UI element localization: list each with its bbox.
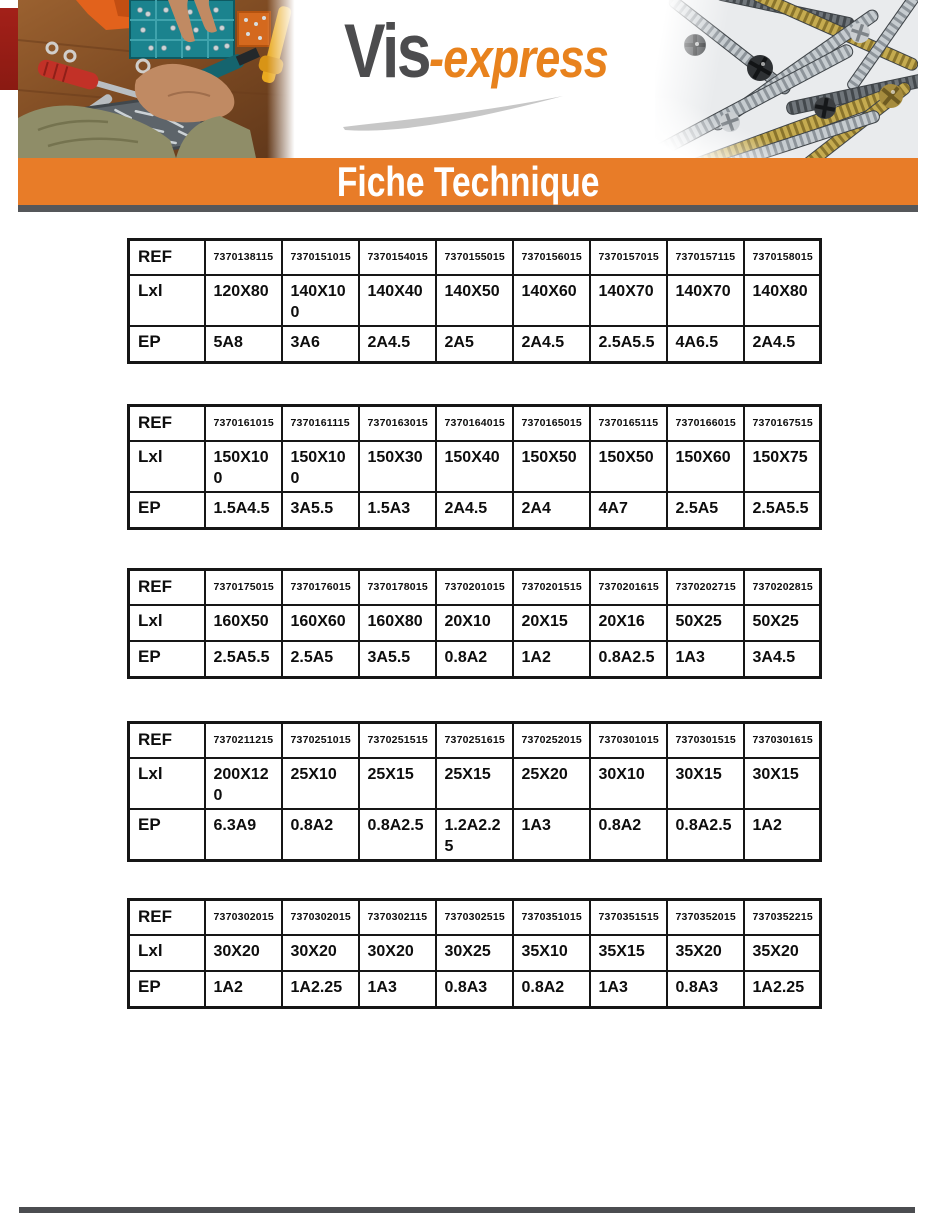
ep-cell: 2.5A5 (667, 492, 744, 529)
lxl-cell: 35X20 (744, 935, 821, 971)
ref-cell: 7370201515 (513, 570, 590, 606)
lxl-cell: 160X50 (205, 605, 282, 641)
ref-cell: 7370202715 (667, 570, 744, 606)
ep-cell: 4A7 (590, 492, 667, 529)
ep-cell: 1.5A3 (359, 492, 436, 529)
lxl-cell: 150X50 (513, 441, 590, 492)
ref-cell: 7370166015 (667, 406, 744, 442)
lxl-cell: 50X25 (744, 605, 821, 641)
lxl-cell: 140X70 (590, 275, 667, 326)
screws-pile-illustration (655, 0, 918, 158)
lxl-cell: 25X10 (282, 758, 359, 809)
lxl-row-label: Lxl (129, 441, 205, 492)
ref-cell: 7370302115 (359, 900, 436, 936)
ref-cell: 7370154015 (359, 240, 436, 276)
ref-cell: 7370163015 (359, 406, 436, 442)
ref-cell: 7370251015 (282, 723, 359, 759)
lxl-cell: 35X15 (590, 935, 667, 971)
ref-cell: 7370351015 (513, 900, 590, 936)
ep-cell: 1A3 (590, 971, 667, 1008)
lxl-cell: 30X15 (667, 758, 744, 809)
lxl-cell: 30X20 (282, 935, 359, 971)
ep-cell: 0.8A2.5 (359, 809, 436, 861)
lxl-cell: 20X15 (513, 605, 590, 641)
ref-cell: 7370157015 (590, 240, 667, 276)
ref-row-label: REF (129, 723, 205, 759)
ref-cell: 7370175015 (205, 570, 282, 606)
lxl-cell: 200X120 (205, 758, 282, 809)
lxl-cell: 140X40 (359, 275, 436, 326)
ref-cell: 7370151015 (282, 240, 359, 276)
ep-row-label: EP (129, 492, 205, 529)
ep-cell: 1A3 (513, 809, 590, 861)
ref-row (129, 900, 821, 936)
ep-cell: 1A2.25 (282, 971, 359, 1008)
ep-cell: 0.8A2 (436, 641, 513, 678)
ref-cell: 7370301015 (590, 723, 667, 759)
ep-row (129, 326, 821, 363)
lxl-cell: 35X20 (667, 935, 744, 971)
spec-table-3 (127, 568, 822, 679)
lxl-cell: 150X100 (205, 441, 282, 492)
lxl-cell: 140X100 (282, 275, 359, 326)
ep-cell: 0.8A2 (513, 971, 590, 1008)
ref-cell: 7370352015 (667, 900, 744, 936)
lxl-cell: 140X60 (513, 275, 590, 326)
ref-cell: 7370157115 (667, 240, 744, 276)
lxl-cell: 25X20 (513, 758, 590, 809)
ref-row-label: REF (129, 570, 205, 606)
lxl-row-label: Lxl (129, 935, 205, 971)
divider-bar-top (18, 205, 918, 212)
ep-cell: 2A4.5 (744, 326, 821, 363)
ref-cell: 7370201015 (436, 570, 513, 606)
ep-cell: 2.5A5.5 (590, 326, 667, 363)
lxl-row (129, 758, 821, 809)
ref-cell: 7370167515 (744, 406, 821, 442)
ref-row (129, 240, 821, 276)
lxl-cell: 140X80 (744, 275, 821, 326)
lxl-cell: 30X15 (744, 758, 821, 809)
spec-table-5 (127, 898, 822, 1009)
ep-cell: 2.5A5.5 (744, 492, 821, 529)
spec-table-1 (127, 238, 822, 364)
ep-cell: 0.8A3 (436, 971, 513, 1008)
ref-cell: 7370138115 (205, 240, 282, 276)
ep-cell: 3A4.5 (744, 641, 821, 678)
workbench-illustration (18, 0, 297, 158)
ep-cell: 6.3A9 (205, 809, 282, 861)
lxl-cell: 150X50 (590, 441, 667, 492)
lxl-cell: 20X10 (436, 605, 513, 641)
ref-cell: 7370301615 (744, 723, 821, 759)
ep-cell: 0.8A2.5 (667, 809, 744, 861)
ep-row-label: EP (129, 641, 205, 678)
lxl-cell: 150X30 (359, 441, 436, 492)
ref-cell: 7370178015 (359, 570, 436, 606)
lxl-cell: 140X70 (667, 275, 744, 326)
ref-cell: 7370155015 (436, 240, 513, 276)
ref-cell: 7370302515 (436, 900, 513, 936)
ep-cell: 0.8A2 (590, 809, 667, 861)
ref-row (129, 723, 821, 759)
ref-cell: 7370158015 (744, 240, 821, 276)
ref-cell: 7370176015 (282, 570, 359, 606)
ep-row (129, 809, 821, 861)
lxl-cell: 20X16 (590, 605, 667, 641)
ref-cell: 7370201615 (590, 570, 667, 606)
title-banner (18, 158, 918, 205)
ep-cell: 3A6 (282, 326, 359, 363)
ref-cell: 7370302015 (282, 900, 359, 936)
lxl-cell: 30X25 (436, 935, 513, 971)
lxl-row (129, 275, 821, 326)
ref-cell: 7370251615 (436, 723, 513, 759)
spec-tables (127, 238, 820, 1049)
ref-cell: 7370202815 (744, 570, 821, 606)
ep-row (129, 971, 821, 1008)
ref-cell: 7370165115 (590, 406, 667, 442)
ep-cell: 2.5A5 (282, 641, 359, 678)
ref-cell: 7370252015 (513, 723, 590, 759)
lxl-cell: 150X60 (667, 441, 744, 492)
lxl-cell: 150X40 (436, 441, 513, 492)
ep-row-label: EP (129, 971, 205, 1008)
lxl-cell: 35X10 (513, 935, 590, 971)
lxl-row (129, 935, 821, 971)
header (18, 0, 918, 158)
ep-cell: 2A4 (513, 492, 590, 529)
lxl-cell: 30X20 (359, 935, 436, 971)
screws-pile-photo (655, 0, 918, 158)
ref-cell: 7370251515 (359, 723, 436, 759)
lxl-cell: 30X10 (590, 758, 667, 809)
ref-cell: 7370161115 (282, 406, 359, 442)
lxl-cell: 150X75 (744, 441, 821, 492)
spec-table-2 (127, 404, 822, 530)
ep-cell: 3A5.5 (282, 492, 359, 529)
ep-cell: 4A6.5 (667, 326, 744, 363)
ep-cell: 1A2.25 (744, 971, 821, 1008)
ep-cell: 2A4.5 (513, 326, 590, 363)
lxl-cell: 30X20 (205, 935, 282, 971)
ref-cell: 7370301515 (667, 723, 744, 759)
ref-cell: 7370165015 (513, 406, 590, 442)
ep-row (129, 641, 821, 678)
lxl-row (129, 441, 821, 492)
ref-cell: 7370156015 (513, 240, 590, 276)
ref-cell: 7370211215 (205, 723, 282, 759)
lxl-cell: 150X100 (282, 441, 359, 492)
ep-cell: 1A2 (513, 641, 590, 678)
ref-cell: 7370302015 (205, 900, 282, 936)
ep-row (129, 492, 821, 529)
ref-row-label: REF (129, 406, 205, 442)
logo-text-vis: Vis (343, 9, 430, 94)
ep-cell: 2A5 (436, 326, 513, 363)
ep-cell: 1A3 (667, 641, 744, 678)
lxl-cell: 25X15 (436, 758, 513, 809)
ref-row-label: REF (129, 900, 205, 936)
lxl-cell: 140X50 (436, 275, 513, 326)
lxl-cell: 25X15 (359, 758, 436, 809)
ep-row-label: EP (129, 326, 205, 363)
logo-text-express: -express (429, 27, 609, 89)
lxl-cell: 120X80 (205, 275, 282, 326)
ep-cell: 0.8A2.5 (590, 641, 667, 678)
left-edge-red-accent (0, 8, 18, 90)
ref-row (129, 406, 821, 442)
ref-cell: 7370352215 (744, 900, 821, 936)
ep-cell: 2A4.5 (359, 326, 436, 363)
lxl-row (129, 605, 821, 641)
ref-row (129, 570, 821, 606)
ep-cell: 1A2 (744, 809, 821, 861)
ep-cell: 2A4.5 (436, 492, 513, 529)
ep-cell: 0.8A2 (282, 809, 359, 861)
ref-row-label: REF (129, 240, 205, 276)
ep-cell: 1.2A2.25 (436, 809, 513, 861)
vis-express-logo (297, 0, 655, 158)
workbench-photo (18, 0, 297, 158)
ep-row-label: EP (129, 809, 205, 861)
ep-cell: 2.5A5.5 (205, 641, 282, 678)
ep-cell: 3A5.5 (359, 641, 436, 678)
lxl-row-label: Lxl (129, 275, 205, 326)
spec-table-4 (127, 721, 822, 862)
divider-bar-bottom (19, 1207, 915, 1213)
ref-cell: 7370164015 (436, 406, 513, 442)
ep-cell: 1.5A4.5 (205, 492, 282, 529)
page-title: Fiche Technique (336, 157, 600, 205)
lxl-cell: 160X60 (282, 605, 359, 641)
ep-cell: 0.8A3 (667, 971, 744, 1008)
ref-cell: 7370351515 (590, 900, 667, 936)
lxl-row-label: Lxl (129, 605, 205, 641)
lxl-row-label: Lxl (129, 758, 205, 809)
lxl-cell: 50X25 (667, 605, 744, 641)
ep-cell: 1A2 (205, 971, 282, 1008)
ref-cell: 7370161015 (205, 406, 282, 442)
logo-swoosh (341, 96, 569, 138)
ep-cell: 5A8 (205, 326, 282, 363)
ep-cell: 1A3 (359, 971, 436, 1008)
lxl-cell: 160X80 (359, 605, 436, 641)
